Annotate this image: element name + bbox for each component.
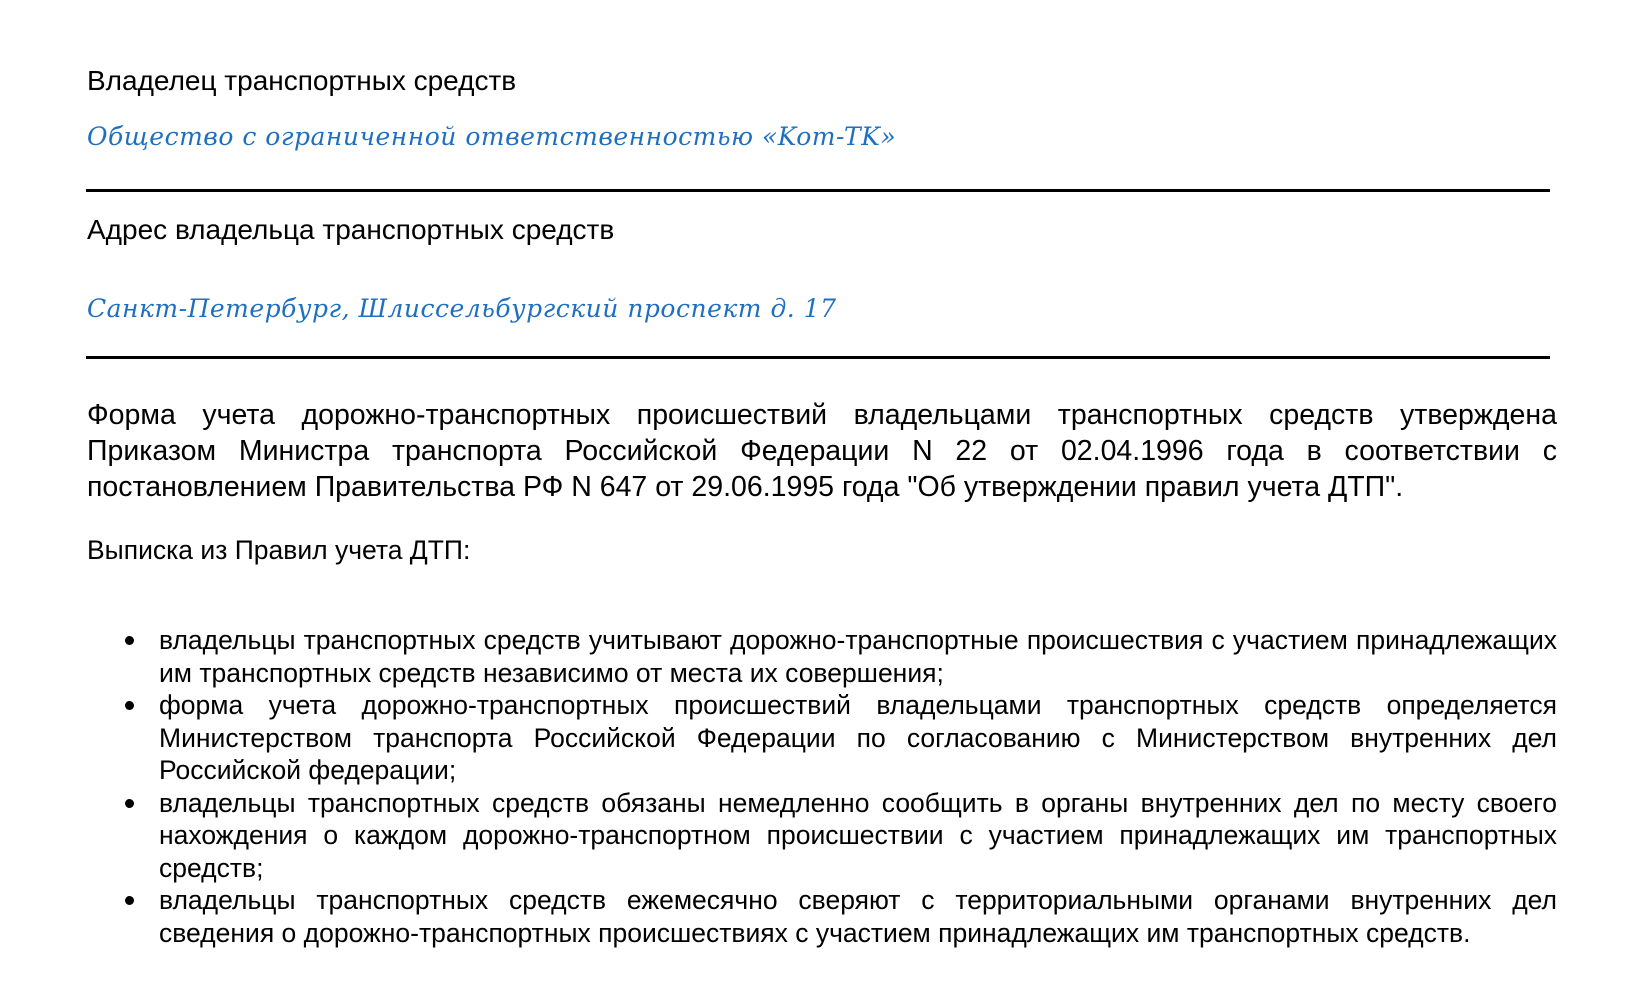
bullet-icon [125, 701, 134, 710]
address-value: Санкт-Петербург, Шлиссельбургский проспект д. 17 [87, 294, 837, 323]
rules-list-item [87, 884, 1557, 949]
address-underline [86, 356, 1550, 359]
rules-list [87, 624, 1557, 949]
bullet-icon [125, 896, 134, 905]
rules-list-item-text: форма учета дорожно-транспортных происшествий владельцами транспортных средств определяется Министерством транспорта Российской Федерации по согласованию с Министерством внутренних дел Российской федерации; [159, 690, 1557, 785]
owner-label: Владелец транспортных средств [87, 65, 517, 96]
rules-list-item [87, 787, 1557, 885]
bullet-icon [125, 799, 134, 808]
owner-underline [86, 189, 1550, 192]
rules-extract-heading: Выписка из Правил учета ДТП: [87, 535, 471, 565]
rules-list-item [87, 689, 1557, 787]
address-label: Адрес владельца транспортных средств [87, 214, 615, 245]
rules-list-item-text: владельцы транспортных средств учитывают дорожно-транспортные происшествия с участием принадлежащих им транспортных средств независимо от места их совершения; [159, 625, 1557, 688]
rules-list-item-text: владельцы транспортных средств обязаны немедленно сообщить в органы внутренних дел по месту своего нахождения о каждом дорожно-транспортном происшествии с участием принадлежащих им транспортных средств; [159, 787, 1557, 883]
legal-note-paragraph: Форма учета дорожно-транспортных происшествий владельцами транспортных средств утверждена Приказом Министра транспорта Российской Федерации N 22 от 02.04.1996 года в соответствии с постановлением Правительства РФ N 647 от 29.06.1995 года "Об утверждении правил учета ДТП". [87, 399, 1557, 503]
rules-list-item [87, 624, 1557, 689]
owner-value: Общество с ограниченной ответственностью «Kom-TK» [87, 122, 897, 151]
rules-list-item-text: владельцы транспортных средств ежемесячно сверяют с территориальными органами внутренних дел сведения о дорожно-транспортных происшествиях с участием принадлежащих им транспортных средств. [159, 885, 1557, 948]
bullet-icon [125, 636, 134, 645]
